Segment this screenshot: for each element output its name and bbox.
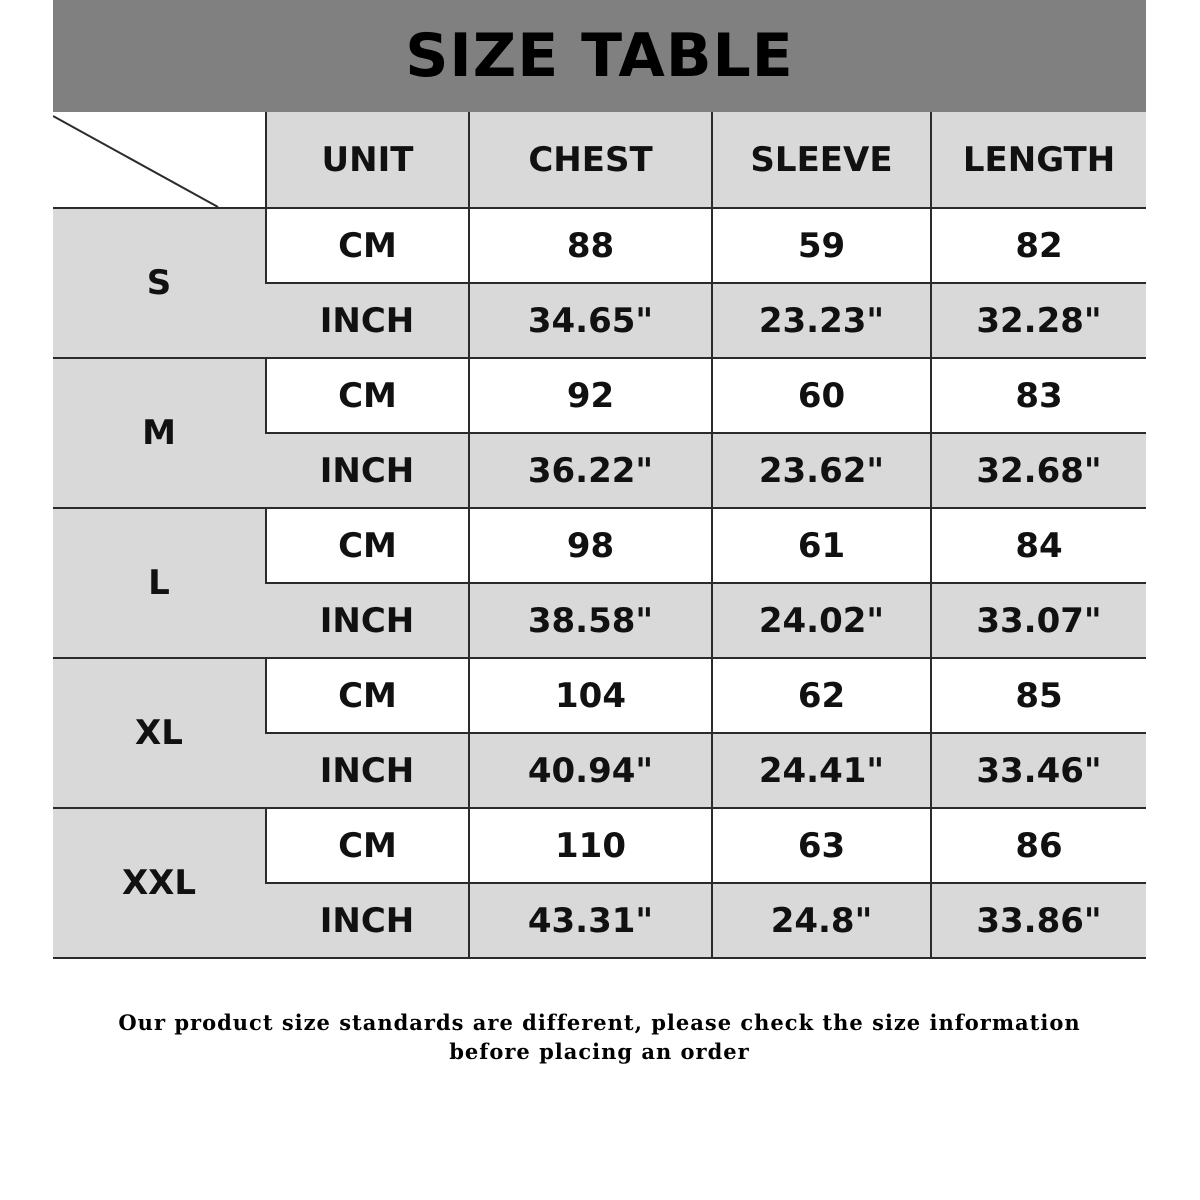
sleeve-cell: 59 bbox=[712, 208, 931, 283]
unit-cell: CM bbox=[266, 358, 469, 433]
length-cell: 84 bbox=[931, 508, 1146, 583]
header-unit: UNIT bbox=[266, 112, 469, 208]
header-chest: CHEST bbox=[469, 112, 712, 208]
chest-cell: 36.22" bbox=[469, 433, 712, 508]
chest-cell: 34.65" bbox=[469, 283, 712, 358]
size-note bbox=[53, 1008, 1146, 1066]
header-length: LENGTH bbox=[931, 112, 1146, 208]
sleeve-cell: 24.02" bbox=[712, 583, 931, 658]
chest-cell: 88 bbox=[469, 208, 712, 283]
length-cell: 82 bbox=[931, 208, 1146, 283]
size-table bbox=[53, 112, 1146, 959]
header-sleeve: SLEEVE bbox=[712, 112, 931, 208]
chest-cell: 98 bbox=[469, 508, 712, 583]
size-label-s: S bbox=[53, 208, 266, 358]
table-row bbox=[53, 658, 1146, 733]
unit-cell: CM bbox=[266, 508, 469, 583]
size-label-xl: XL bbox=[53, 658, 266, 808]
length-cell: 33.86" bbox=[931, 883, 1146, 958]
size-label-m: M bbox=[53, 358, 266, 508]
sleeve-cell: 62 bbox=[712, 658, 931, 733]
unit-cell: INCH bbox=[266, 433, 469, 508]
size-label-xxl: XXL bbox=[53, 808, 266, 958]
chest-cell: 92 bbox=[469, 358, 712, 433]
sleeve-cell: 24.41" bbox=[712, 733, 931, 808]
table-row bbox=[53, 358, 1146, 433]
unit-cell: INCH bbox=[266, 283, 469, 358]
table-row bbox=[53, 508, 1146, 583]
unit-cell: CM bbox=[266, 658, 469, 733]
note-line-1: Our product size standards are different, please check the size information bbox=[118, 1010, 1081, 1035]
sleeve-cell: 24.8" bbox=[712, 883, 931, 958]
table-row bbox=[53, 208, 1146, 283]
length-cell: 83 bbox=[931, 358, 1146, 433]
title-bar bbox=[53, 0, 1146, 112]
sleeve-cell: 61 bbox=[712, 508, 931, 583]
corner-cell bbox=[53, 112, 266, 208]
chest-cell: 110 bbox=[469, 808, 712, 883]
chest-cell: 43.31" bbox=[469, 883, 712, 958]
length-cell: 33.07" bbox=[931, 583, 1146, 658]
page-title: SIZE TABLE bbox=[405, 21, 794, 91]
unit-cell: INCH bbox=[266, 883, 469, 958]
table-row bbox=[53, 808, 1146, 883]
unit-cell: INCH bbox=[266, 583, 469, 658]
length-cell: 32.68" bbox=[931, 433, 1146, 508]
length-cell: 86 bbox=[931, 808, 1146, 883]
sleeve-cell: 63 bbox=[712, 808, 931, 883]
length-cell: 33.46" bbox=[931, 733, 1146, 808]
sleeve-cell: 23.23" bbox=[712, 283, 931, 358]
chest-cell: 38.58" bbox=[469, 583, 712, 658]
header-row bbox=[53, 112, 1146, 208]
sleeve-cell: 23.62" bbox=[712, 433, 931, 508]
unit-cell: INCH bbox=[266, 733, 469, 808]
unit-cell: CM bbox=[266, 808, 469, 883]
sleeve-cell: 60 bbox=[712, 358, 931, 433]
chest-cell: 40.94" bbox=[469, 733, 712, 808]
chest-cell: 104 bbox=[469, 658, 712, 733]
size-label-l: L bbox=[53, 508, 266, 658]
length-cell: 32.28" bbox=[931, 283, 1146, 358]
length-cell: 85 bbox=[931, 658, 1146, 733]
note-line-2: before placing an order bbox=[449, 1039, 750, 1064]
diagonal-line-icon bbox=[53, 112, 266, 207]
unit-cell: CM bbox=[266, 208, 469, 283]
